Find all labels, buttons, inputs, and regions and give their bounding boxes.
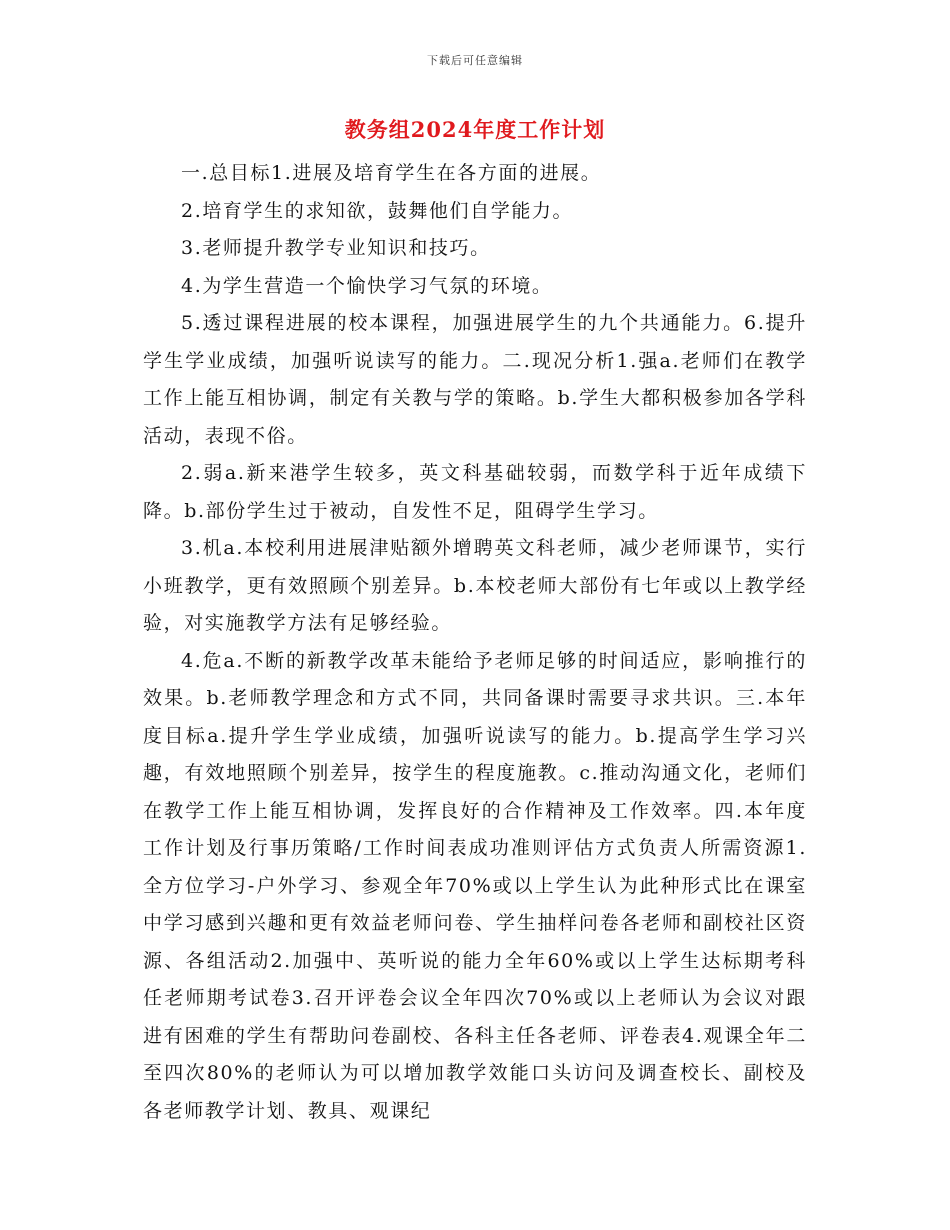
- paragraph-goal-5-analysis-strength: 5.透过课程进展的校本课程，加强进展学生的九个共通能力。6.提升学生学业成绩，加强听说读写的能力。二.现况分析1.强a.老师们在教学工作上能互相协调，制定有关教与学的策略。b.学生大都积极参加各学科活动，表现不俗。: [143, 312, 807, 447]
- paragraph-goal-4: 4.为学生营造一个愉快学习气氛的环境。: [181, 274, 553, 297]
- paragraph-analysis-opportunity: 3.机a.本校利用进展津贴额外增聘英文科老师，减少老师课节，实行小班教学，更有效照顾个别差异。b.本校老师大部份有七年或以上教学经验，对实施教学方法有足够经验。: [143, 537, 807, 634]
- paragraph-analysis-weakness: 2.弱a.新来港学生较多，英文科基础较弱，而数学科于近年成绩下降。b.部份学生过于被动，自发性不足，阻碍学生学习。: [143, 462, 807, 522]
- document-body: [143, 155, 807, 1130]
- paragraph-goal-2: 2.培育学生的求知欲，鼓舞他们自学能力。: [181, 199, 574, 222]
- paragraph-goal-1: 一.总目标1.进展及培育学生在各方面的进展。: [181, 162, 602, 184]
- page-header: 下载后可任意编辑: [427, 54, 523, 67]
- paragraph-analysis-threat-and-plan: 4.危a.不断的新教学改革未能给予老师足够的时间适应，影响推行的效果。b.老师教学理念和方式不同，共同备课时需要寻求共识。三.本年度目标a.提升学生学业成绩，加强听说读写的能力。b.提高学生学习兴趣，有效地照顾个别差异，按学生的程度施教。c.推动沟通文化，老师们在教学工作上能互相协调，发挥良好的合作精神及工作效率。四.本年度工作计划及行事历策略/工作时间表成功准则评估方式负责人所需资源1.全方位学习-户外学习、参观全年70%或以上学生认为此种形式比在课室中学习感到兴趣和更有效益老师问卷、学生抽样问卷各老师和副校社区资源、各组活动2.加强中、英听说的能力全年60%或以上学生达标期考科任老师期考试卷3.召开评卷会议全年四次70%或以上老师认为会议对跟进有困难的学生有帮助问卷副校、各科主任各老师、评卷表4.观课全年二至四次80%的老师认为可以增加教学效能口头访问及调查校长、副校及各老师教学计划、教具、观课纪: [143, 649, 807, 1122]
- paragraph-goal-3: 3.老师提升教学专业知识和技巧。: [181, 237, 491, 259]
- document-title: 教务组2024年度工作计划: [344, 117, 606, 142]
